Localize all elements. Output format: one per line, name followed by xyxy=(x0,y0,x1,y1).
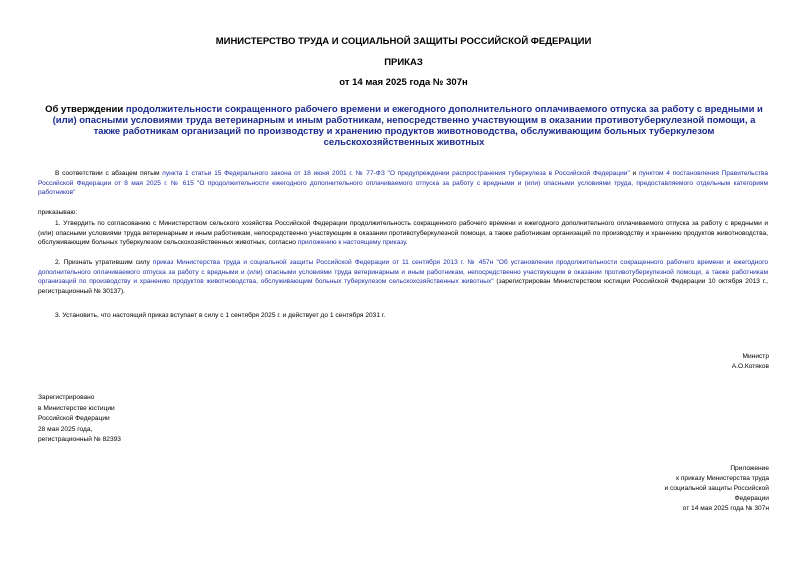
registration-line: регистрационный № 82393 xyxy=(38,436,121,443)
item-1-paragraph xyxy=(38,219,768,248)
title-prefix: Об утверждении xyxy=(45,104,126,115)
appendix-line: к приказу Министерства труда xyxy=(676,475,769,482)
item-1-end: . xyxy=(405,239,408,247)
document-title xyxy=(40,104,768,148)
registration-line: Российской Федерации xyxy=(38,415,110,422)
order-457n-link[interactable]: приказ Министерства труда и социальной защиты Российской Федерации от 11 сентября 2013 г. № 457н "Об установлении продолжительности сокращенного рабочего времени и ежегодного дополнительного оплачиваемого отпуска за работу с вредными и (или) опасными условиями труда ветеринарным и иным работникам, непосредственно участвующим в оказании противотуберкулезной помощи, а также работникам организаций по производству и хранению продуктов животноводства, обслуживающим больных туберкулезом сельскохозяйственных животных" xyxy=(38,259,769,286)
date-number-heading: от 14 мая 2025 года № 307н xyxy=(339,77,468,88)
basis-text-1: В соответствии с абзацем пятым xyxy=(55,170,163,177)
appendix-line: и социальной защиты Российской xyxy=(664,485,769,492)
item-2-end: (зарегистрирован Министерством юстиции Российской Федерации 10 октября 2013 г., регистрационный № 30137). xyxy=(38,278,768,295)
ministry-heading: МИНИСТЕРСТВО ТРУДА И СОЦИАЛЬНОЙ ЗАЩИТЫ РОССИЙСКОЙ ФЕДЕРАЦИИ xyxy=(215,36,592,47)
registration-line: Зарегистрировано xyxy=(38,394,95,401)
signature-block xyxy=(732,352,769,372)
appendix-line: Федерации xyxy=(734,495,769,502)
registration-line: в Министерстве юстиции xyxy=(38,404,115,412)
basis-paragraph xyxy=(38,169,768,198)
law-77fz-link[interactable]: пункта 1 статьи 15 Федерального закона от 18 июня 2001 г. № 77-ФЗ "О предупреждении распространения туберкулеза в Российской Федерации" xyxy=(162,170,630,177)
appendix-link[interactable]: приложению к настоящему приказу xyxy=(297,239,406,247)
title-link[interactable]: продолжительности сокращенного рабочего времени и ежегодного дополнительного оплачиваемого отпуска за работу с вредными и (или) опасными условиями труда ветеринарным и иным работникам, непосредственно участвующим в оказании противотуберкулезной помощи, а также работникам организаций по производству и хранению продуктов животноводства, обслуживающим больных туберкулезом сельскохозяйственных животных xyxy=(52,104,763,148)
item-1-text: 1. Утвердить по согласованию с Министерством сельского хозяйства Российской Федерации продолжительность сокращенного рабочего времени и ежегодного дополнительного оплачиваемого отпуска за работу с вредными и (или) опасными условиями труда ветеринарным и иным работникам, непосредственно участвующим в оказании противотуберкулезной помощи, а также работникам организаций по производству и хранению продуктов животноводства, обслуживающим больных туберкулезом сельскохозяйственных животных, согласно xyxy=(38,220,768,247)
order-word: приказываю: xyxy=(38,209,78,216)
item-3-paragraph: 3. Установить, что настоящий приказ вступает в силу с 1 сентября 2025 г. и действует до 1 сентября 2031 г. xyxy=(55,312,386,319)
signatory-position: Министр xyxy=(742,353,769,360)
resolution-615-link[interactable]: пунктом 4 постановления Правительства Российской Федерации от 8 мая 2025 г. № 615 "О продолжительности ежегодного дополнительного оплачиваемого отпуска за работу с вредными и (или) опасными условиями труда, предоставляемого отдельным категориям работников" xyxy=(38,170,768,197)
registration-line: 28 мая 2025 года, xyxy=(38,425,93,433)
appendix-block xyxy=(664,464,769,514)
appendix-line: от 14 мая 2025 года № 307н xyxy=(682,505,769,512)
doc-type-heading: ПРИКАЗ xyxy=(384,57,423,68)
item-2-text: 2. Признать утратившим силу xyxy=(55,259,153,266)
appendix-line: Приложение xyxy=(730,465,769,472)
item-2-paragraph xyxy=(38,258,768,296)
basis-text-2: и xyxy=(629,170,639,177)
registration-block xyxy=(38,393,121,446)
signatory-name: А.О.Котяков xyxy=(731,363,769,370)
